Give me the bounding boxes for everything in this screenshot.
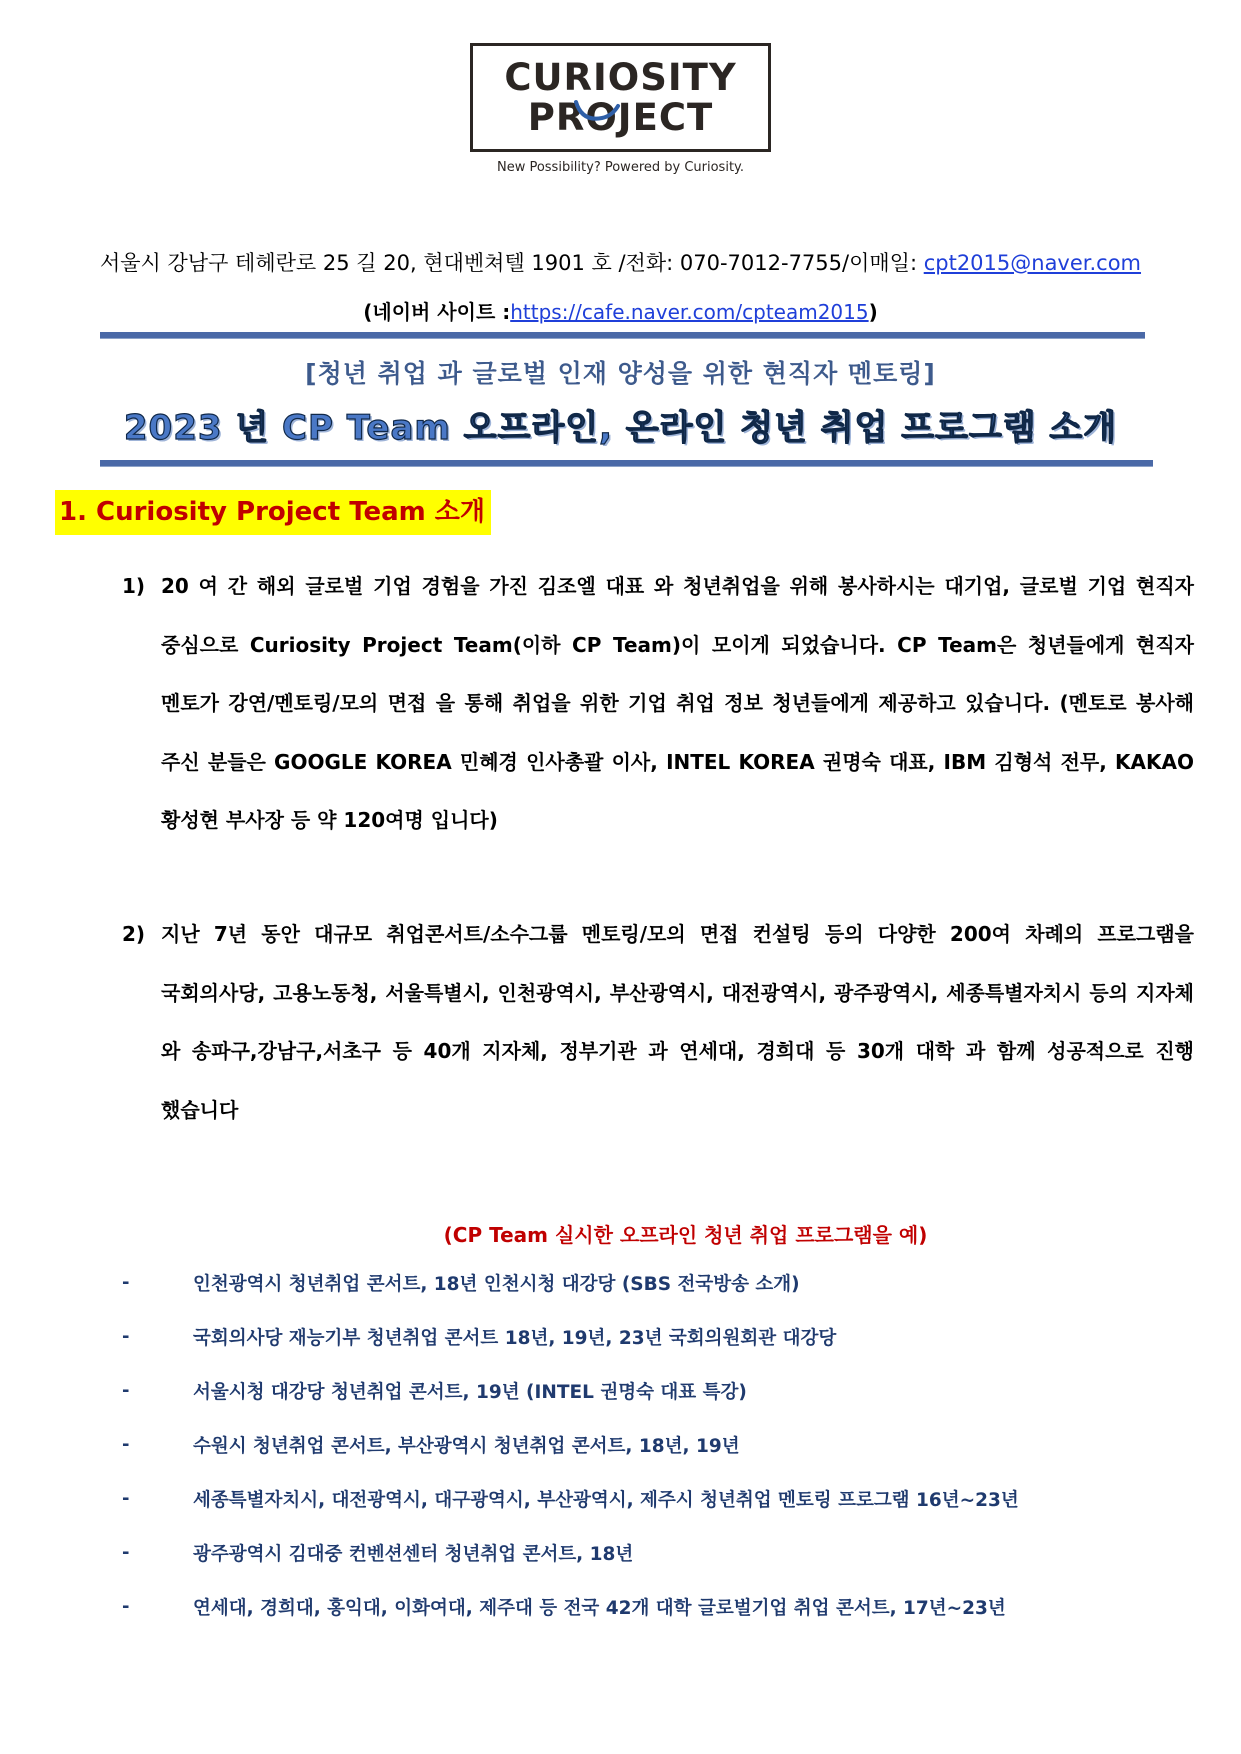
paragraph-text: 20 여 간 해외 글로벌 기업 경험을 가진 김조엘 대표 와 청년취업을 위해 봉사하시는 대기업, 글로벌 기업 현직자 중심으로 Curiosity Project Team(이하 CP Team)이 모이게 되었습니다. CP Team은 청년들에게 현직자 멘토가 강연/멘토링/모의 면접 을 통해 취업을 위한 기업 취업 정보 청년들에게 제공하고 있습니다. (멘토로 봉사해 주신 분들은 GOOGLE KOREA 민혜경 인사총괄 이사, INTEL KOREA 권명숙 대표, IBM 김형석 전무, KAKAO 황성현 부사장 등 약 120여명 입니다) <box>161 574 1194 832</box>
bullet-dash: - <box>122 1488 130 1509</box>
program-list-heading: (CP Team 실시한 오프라인 청년 취업 프로그램을 예) <box>443 1223 928 1247</box>
cafe-close: ) <box>868 300 878 324</box>
divider-bottom <box>100 460 1153 467</box>
contact-address: 서울시 강남구 테헤란로 25 길 20, 현대벤쳐텔 1901 호 /전화: 070-7012-7755/이매일: <box>99 251 924 275</box>
bullet-dash: - <box>122 1272 130 1293</box>
cafe-label: (네이버 사이트 : <box>363 300 511 324</box>
list-item-text: 수원시 청년취업 콘서트, 부산광역시 청년취업 콘서트, 18년, 19년 <box>193 1436 740 1457</box>
paragraph-text: 지난 7년 동안 대규모 취업콘서트/소수그룹 멘토링/모의 면접 컨설팅 등의 다양한 200여 차례의 프로그램을 국회의사당, 고용노동청, 서울특별시, 인천광역시, 부산광역시, 대전광역시, 광주광역시, 세종특별자치시 등의 지자체 와 송파구,강남구,서초구 등 40개 지자체, 정부기관 과 연세대, 경희대 등 30개 대학 과 함께 성공적으로 진행 했습니다 <box>161 922 1194 1122</box>
logo-line-1: CURIOSITY <box>504 56 737 99</box>
list-item-text: 연세대, 경희대, 홍익대, 이화여대, 제주대 등 전국 42개 대학 글로벌기업 취업 콘서트, 17년~23년 <box>193 1598 1006 1619</box>
program-list <box>0 1262 1241 1640</box>
list-item-text: 광주광역시 김대중 컨벤션센터 청년취업 콘서트, 18년 <box>193 1544 634 1565</box>
list-item <box>0 1370 1241 1424</box>
list-item-text: 서울시청 대강당 청년취업 콘서트, 19년 (INTEL 권명숙 대표 특강) <box>193 1382 747 1403</box>
contact-line <box>0 247 1241 277</box>
bullet-dash: - <box>122 1326 130 1347</box>
bullet-dash: - <box>122 1596 130 1617</box>
section-heading: 1. Curiosity Project Team 소개 <box>55 490 491 535</box>
paragraph-number: 1) <box>122 574 146 598</box>
list-item <box>0 1424 1241 1478</box>
divider-top <box>100 332 1145 339</box>
logo-line-2: PROJECT <box>527 96 714 139</box>
bullet-dash: - <box>122 1380 130 1401</box>
bullet-dash: - <box>122 1542 130 1563</box>
list-item <box>0 1586 1241 1640</box>
cafe-url-link[interactable]: https://cafe.naver.com/cpteam2015 <box>510 300 869 324</box>
list-item <box>0 1262 1241 1316</box>
bullet-dash: - <box>122 1434 130 1455</box>
logo-tagline: New Possibility? Powered by Curiosity. <box>496 160 745 175</box>
email-link[interactable]: cpt2015@naver.com <box>923 251 1142 275</box>
list-item-text: 국회의사당 재능기부 청년취업 콘서트 18년, 19년, 23년 국회의원회관 대강당 <box>193 1328 837 1349</box>
page-title: 2023 년 CP Team 오프라인, 온라인 청년 취업 프로그램 소개 <box>123 408 1118 448</box>
logo-swoosh-icon <box>572 96 622 126</box>
cafe-line <box>0 296 1241 325</box>
page-subtitle: [청년 취업 과 글로벌 인재 양성을 위한 현직자 멘토링] <box>305 359 936 388</box>
paragraph-number: 2) <box>122 922 146 946</box>
list-item-text: 인천광역시 청년취업 콘서트, 18년 인천시청 대강당 (SBS 전국방송 소개) <box>193 1274 800 1295</box>
list-item <box>0 1316 1241 1370</box>
list-item <box>0 1478 1241 1532</box>
list-item-text: 세종특별자치시, 대전광역시, 대구광역시, 부산광역시, 제주시 청년취업 멘토링 프로그램 16년~23년 <box>193 1490 1019 1511</box>
list-item <box>0 1532 1241 1586</box>
